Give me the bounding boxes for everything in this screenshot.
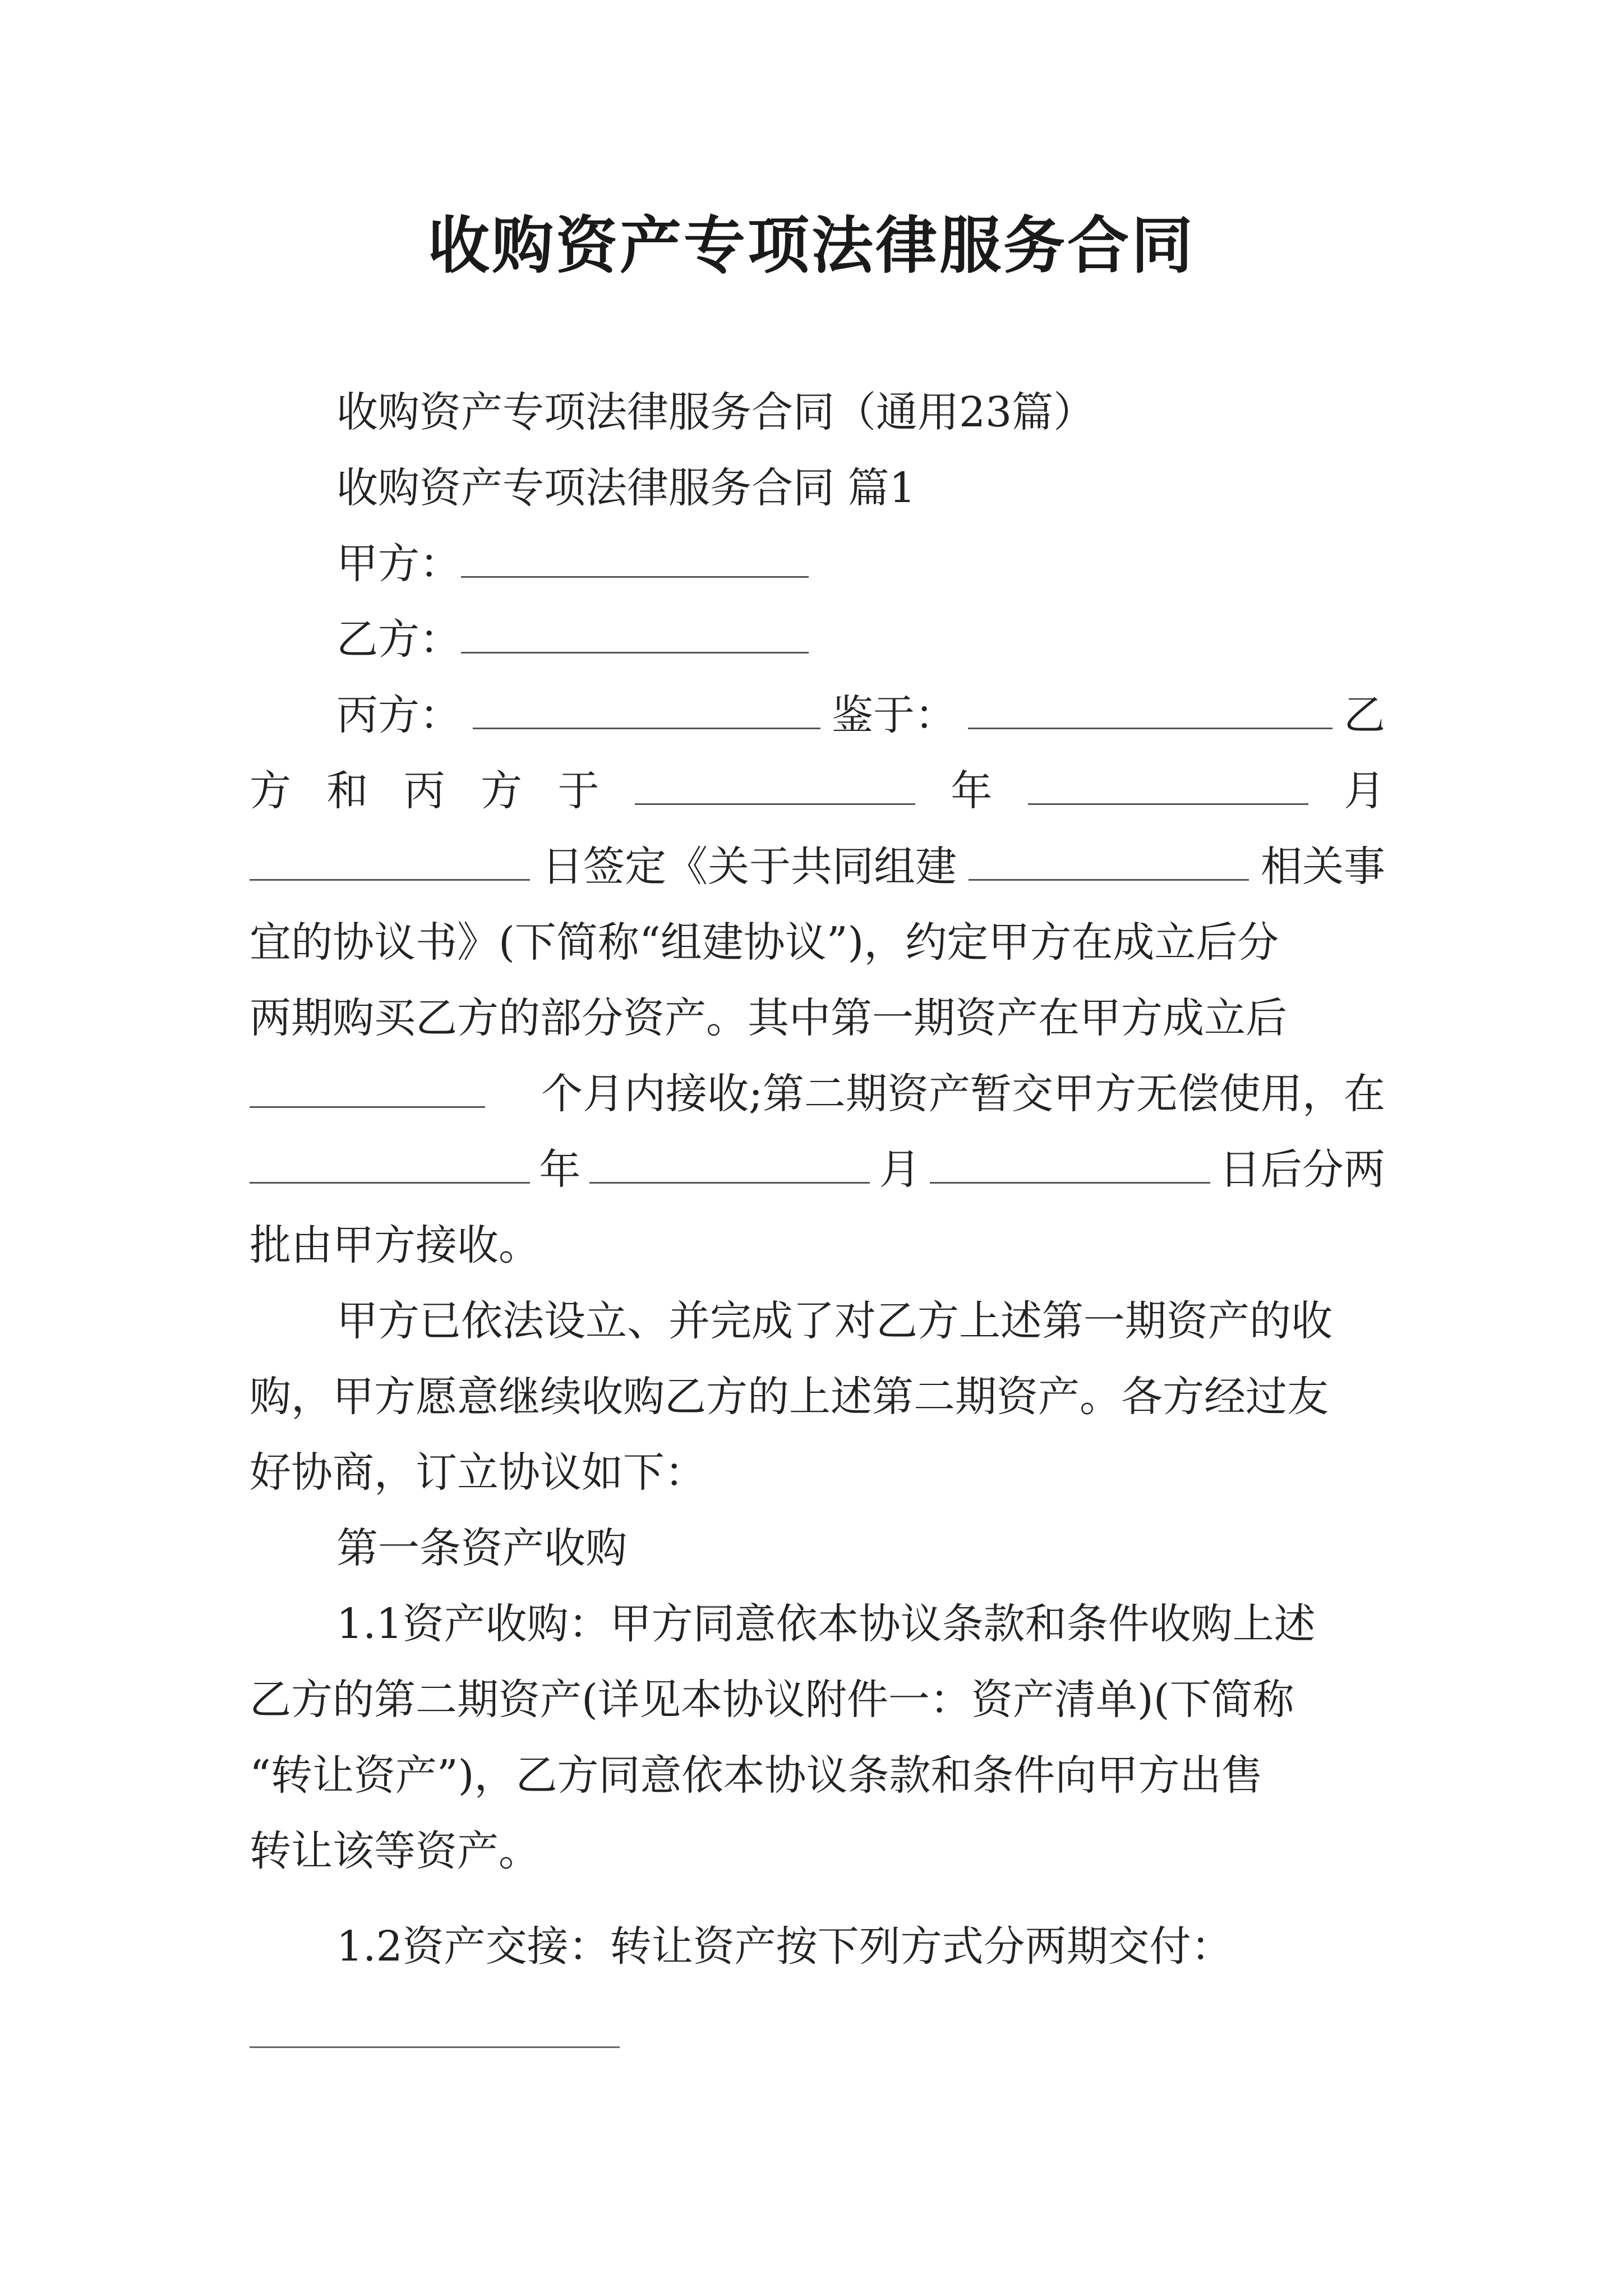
para1-line3 xyxy=(250,839,1385,895)
month-label: 月 xyxy=(1344,767,1385,815)
article-1-heading: 第一条资产收购 xyxy=(336,1524,627,1572)
para1-line2 xyxy=(250,763,1385,819)
para1-char: 方 xyxy=(250,767,291,815)
whereas-tail: 乙 xyxy=(1344,691,1385,739)
para1-line8: 批由甲方接收。 xyxy=(250,1221,540,1269)
month-blank-2[interactable] xyxy=(589,1147,870,1184)
para2-line3: 好协商，订立协议如下： xyxy=(250,1448,706,1497)
para1-char: 方 xyxy=(481,767,523,815)
para1-line6 xyxy=(250,1066,1385,1122)
para1-text: 个月内接收;第二期资产暂交甲方无偿使用，在 xyxy=(541,1070,1385,1118)
months-blank[interactable] xyxy=(250,1071,485,1108)
footer-divider xyxy=(250,2046,620,2048)
para1-char: 于 xyxy=(557,767,600,815)
party-c-label: 丙方： xyxy=(336,691,461,739)
month-label-2: 月 xyxy=(879,1145,921,1194)
section-heading: 收购资产专项法律服务合同 篇1 xyxy=(336,464,916,512)
year-blank-2[interactable] xyxy=(250,1147,530,1184)
party-a-label: 甲方： xyxy=(336,540,461,588)
para2-line2: 购，甲方愿意继续收购乙方的上述第二期资产。各方经过友 xyxy=(250,1373,1329,1421)
party-b-line xyxy=(336,611,1385,668)
para1-line5: 两期购买乙方的部分资产。其中第一期资产在甲方成立后 xyxy=(250,994,1287,1042)
year-label: 年 xyxy=(951,767,993,815)
clause-1-1-line1: 1.1资产收购：甲方同意依本协议条款和条件收购上述 xyxy=(336,1600,1316,1648)
clause-1-2-line1: 1.2资产交接：转让资产按下列方式分两期交付： xyxy=(336,1922,1233,1971)
para1-text: 日后分两 xyxy=(1219,1145,1385,1194)
party-b-blank[interactable] xyxy=(461,617,809,654)
para1-char: 丙 xyxy=(403,767,445,815)
para1-text: 相关事 xyxy=(1261,843,1385,891)
entity-blank[interactable] xyxy=(969,844,1249,881)
para1-char: 和 xyxy=(326,767,368,815)
year-label-2: 年 xyxy=(539,1145,581,1194)
party-a-blank[interactable] xyxy=(461,541,809,578)
para2-line1: 甲方已依法设立、并完成了对乙方上述第一期资产的收 xyxy=(336,1297,1332,1345)
year-blank[interactable] xyxy=(635,769,915,805)
para1-line4: 宜的协议书》(下简称“组建协议”)，约定甲方在成立后分 xyxy=(250,918,1279,967)
subtitle: 收购资产专项法律服务合同（通用23篇） xyxy=(336,388,1095,436)
day-blank[interactable] xyxy=(250,844,530,881)
whereas-label: 鉴于： xyxy=(832,691,956,739)
para1-line7 xyxy=(250,1142,1385,1198)
document-title: 收购资产专项法律服务合同 xyxy=(428,209,1195,282)
party-b-label: 乙方： xyxy=(336,615,461,664)
clause-1-1-line2: 乙方的第二期资产(详见本协议附件一：资产清单)(下简称 xyxy=(250,1676,1294,1724)
clause-1-1-line4: 转让该等资产。 xyxy=(250,1827,540,1875)
party-c-blank[interactable] xyxy=(473,693,820,729)
para1-text: 日签定《关于共同组建 xyxy=(542,843,957,891)
day-blank-2[interactable] xyxy=(930,1147,1210,1184)
whereas-blank[interactable] xyxy=(968,693,1332,729)
party-c-line xyxy=(336,687,1385,743)
month-blank[interactable] xyxy=(1028,769,1308,805)
clause-1-1-line3: “转让资产”)，乙方同意依本协议条款和条件向甲方出售 xyxy=(250,1751,1263,1800)
party-a-line xyxy=(336,536,1385,592)
